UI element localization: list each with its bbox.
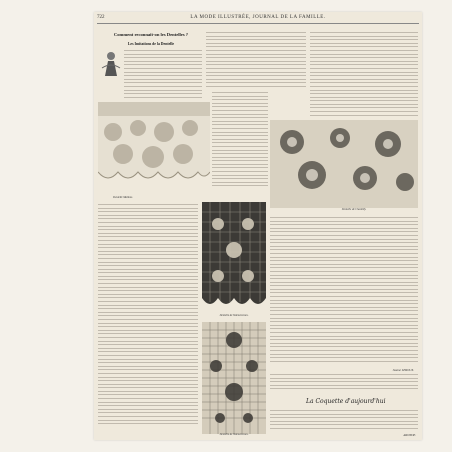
column1-text-body	[98, 204, 198, 429]
section-title-coquette: La Coquette d'aujourd'hui	[306, 398, 386, 405]
caption-lace-1: Dentelle Malines.	[113, 196, 133, 199]
column3-text-body	[270, 217, 418, 367]
caption-lace-2: Dentelle de Chantilly.	[341, 208, 367, 211]
lace-image-valenciennes-1	[202, 202, 266, 312]
journal-title: LA MODE ILLUSTRÉE, JOURNAL DE LA FAMILLE.	[190, 15, 326, 20]
column3-text-top	[310, 32, 418, 120]
decorative-figure	[100, 50, 122, 76]
lace-image-chantilly	[270, 120, 418, 208]
signature-left: Jeanne LEROUX.	[392, 368, 414, 372]
article-title: Comment reconnaît-on les Dentelles ?	[113, 32, 189, 37]
signature-right: ARONDE.	[403, 433, 416, 437]
column1-text-top	[124, 50, 202, 102]
lace-image-malines	[98, 102, 210, 197]
caption-lace-3: Dentelle de Valenciennes.	[219, 314, 249, 317]
newspaper-page	[94, 12, 422, 440]
lace-image-valenciennes-2	[202, 322, 266, 434]
header-rule	[97, 23, 419, 24]
section2-text	[270, 410, 418, 434]
column2-text-top	[206, 32, 306, 90]
page-number: 722	[97, 15, 105, 20]
column3-text-note	[270, 374, 418, 394]
caption-lace-4: Dentelle de Valenciennes.	[219, 433, 249, 436]
column2-text-middle	[212, 92, 268, 192]
page-header	[94, 15, 422, 23]
article-subtitle: Les Imitations de la Dentelle	[127, 42, 175, 46]
